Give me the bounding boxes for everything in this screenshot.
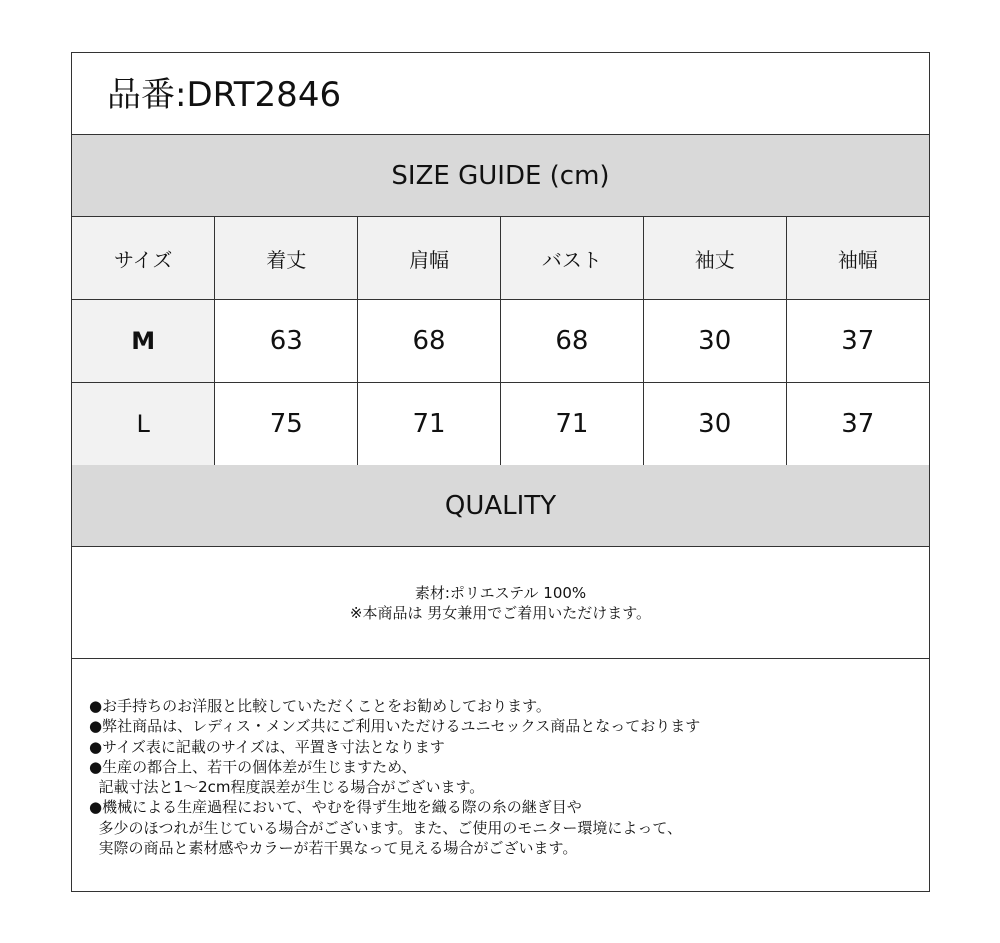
table-cell: 63 bbox=[215, 300, 358, 383]
note-line: ●お手持ちのお洋服と比較していただくことをお勧めしております。 bbox=[89, 697, 551, 715]
note-line: 記載寸法と1～2cm程度誤差が生じる場合がございます。 bbox=[89, 778, 485, 797]
table-cell: 75 bbox=[215, 383, 358, 466]
table-cell: 68 bbox=[358, 300, 501, 383]
size-chart-sheet bbox=[71, 52, 930, 892]
header-bust: バスト bbox=[500, 217, 643, 300]
note-line: ●サイズ表に記載のサイズは、平置き寸法となります bbox=[89, 737, 445, 756]
unisex-note: ※本商品は 男女兼用でご着用いただけます。 bbox=[349, 603, 652, 622]
note-line: ●機械による生産過程において、やむを得ず生地を織る際の糸の継ぎ目や bbox=[89, 798, 582, 817]
table-cell: 71 bbox=[358, 383, 501, 466]
table-cell: 37 bbox=[786, 300, 929, 383]
header-length: 着丈 bbox=[215, 217, 358, 300]
quality-heading: QUALITY bbox=[72, 465, 929, 547]
note-line: ●弊社商品は、レディス・メンズ共にご利用いただけるユニセックス商品となっております bbox=[89, 717, 701, 736]
header-shoulder: 肩幅 bbox=[358, 217, 501, 300]
material-text: 素材:ポリエステル 100% bbox=[414, 583, 587, 602]
table-row bbox=[72, 383, 929, 466]
size-guide-heading: SIZE GUIDE (cm) bbox=[72, 135, 929, 217]
table-cell: 30 bbox=[643, 383, 786, 466]
note-line: 多少のほつれが生じている場合がございます。また、ご使用のモニター環境によって、 bbox=[89, 818, 683, 837]
notes-list bbox=[89, 696, 919, 858]
size-table bbox=[72, 217, 929, 465]
note-line: ●生産の都合上、若干の個体差が生じますため、 bbox=[89, 757, 417, 776]
product-code-row bbox=[72, 53, 929, 135]
size-label-m: M bbox=[72, 300, 215, 383]
table-row bbox=[72, 300, 929, 383]
table-cell: 68 bbox=[500, 300, 643, 383]
quality-details bbox=[72, 547, 929, 659]
table-cell: 30 bbox=[643, 300, 786, 383]
product-code: 品番:DRT2846 bbox=[107, 75, 342, 115]
table-cell: 37 bbox=[786, 383, 929, 466]
note-line: 実際の商品と素材感やカラーが若干異なって見える場合がございます。 bbox=[89, 839, 578, 858]
size-table-header-row bbox=[72, 217, 929, 300]
table-cell: 71 bbox=[500, 383, 643, 466]
header-size: サイズ bbox=[72, 217, 215, 300]
size-label-l: L bbox=[72, 383, 215, 466]
header-sleeve-length: 袖丈 bbox=[643, 217, 786, 300]
header-sleeve-width: 袖幅 bbox=[786, 217, 929, 300]
